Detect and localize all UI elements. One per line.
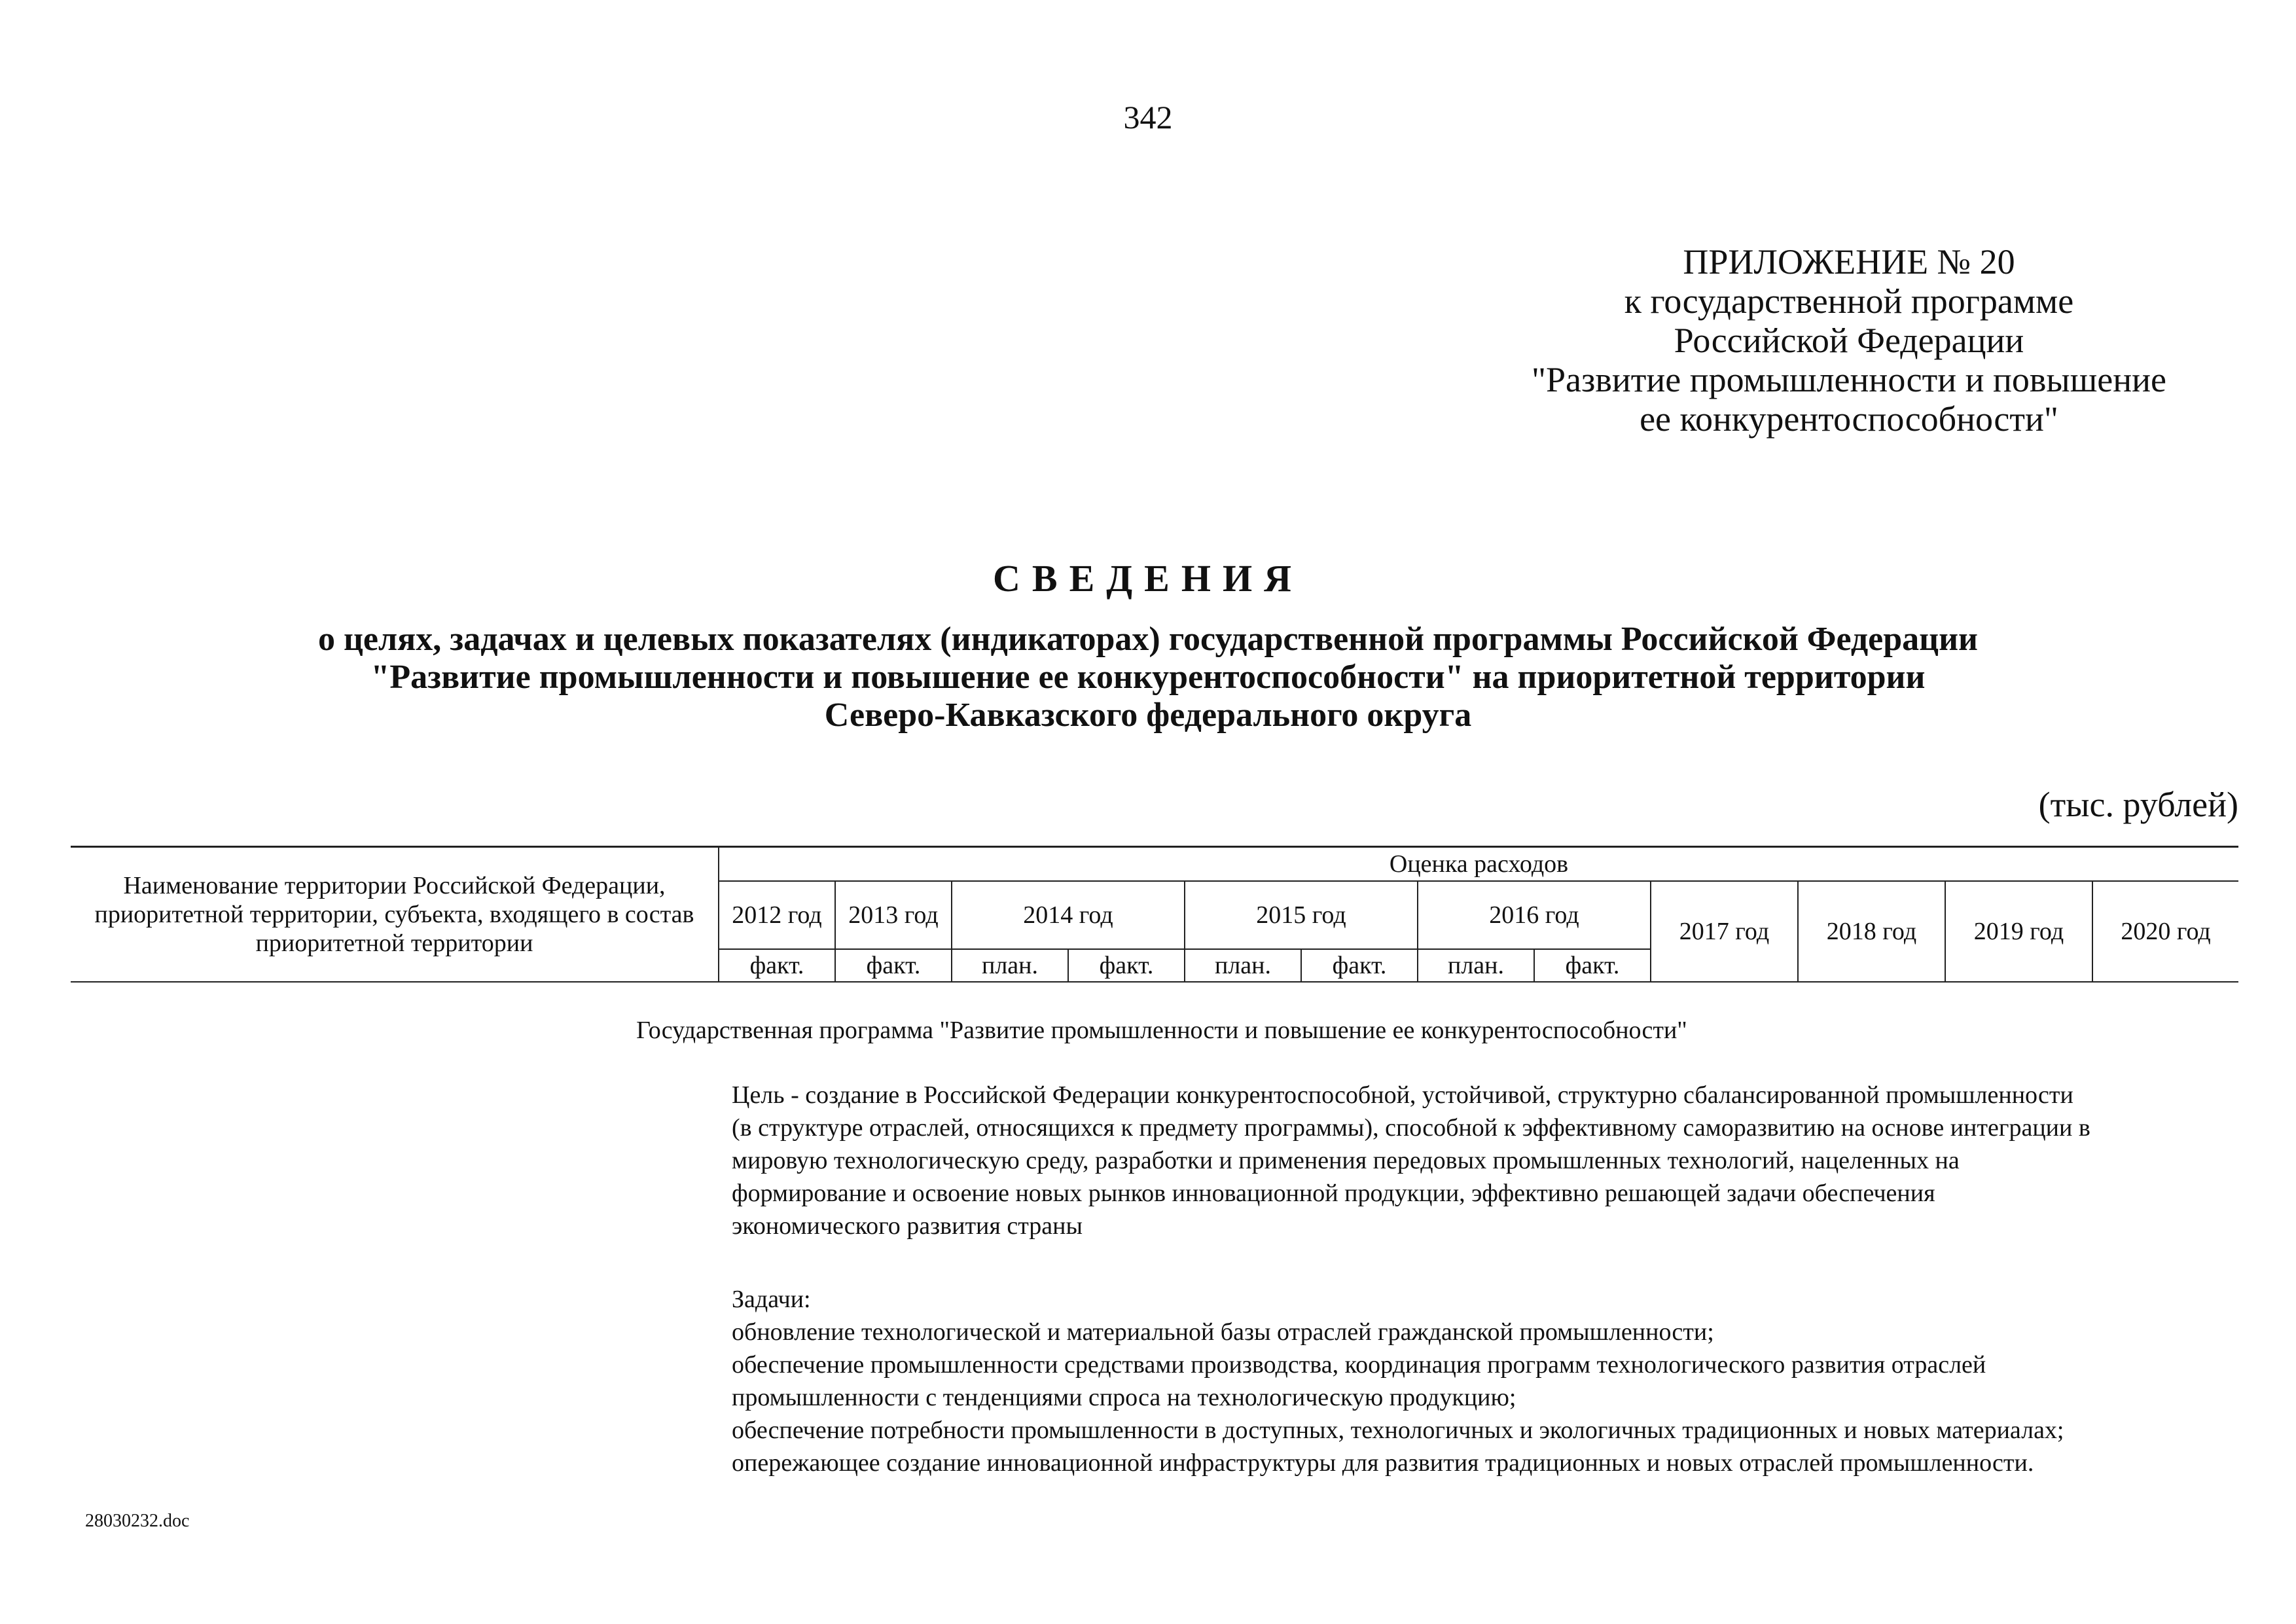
subtitle-line: Северо-Кавказского федерального округа <box>824 696 1472 734</box>
appendix-line: Российской Федерации <box>1674 321 2024 360</box>
appendix-title: ПРИЛОЖЕНИЕ № 20 <box>1683 242 2015 281</box>
fact-2014: факт. <box>1068 949 1185 982</box>
task-item: промышленности с тенденциями спроса на технологическую продукцию; <box>732 1384 1516 1411</box>
fact-2015: факт. <box>1301 949 1418 982</box>
appendix-block <box>1473 242 2225 439</box>
expense-estimate-header: Оценка расходов <box>719 847 2238 882</box>
program-heading: Государственная программа "Развитие промышленности и повышение ее конкурентоспособности" <box>636 1017 1687 1044</box>
territory-name-header: Наименование территории Российской Федерации, приоритетной территории, субъекта, входящего в состав приоритетной территории <box>71 847 719 983</box>
fact-2013: факт. <box>835 949 952 982</box>
task-item: обновление технологической и материальной базы отраслей гражданской промышленности; <box>732 1318 1714 1346</box>
subtitle-line: о целях, задачах и целевых показателях (индикаторах) государственной программы Российской Федерации <box>317 621 1979 658</box>
goal-line: экономического развития страны <box>732 1212 1083 1240</box>
task-item: опережающее создание инновационной инфраструктуры для развития традиционных и новых отраслей промышленности. <box>732 1449 2034 1477</box>
goal-line: мировую технологическую среду, разработки и применения передовых промышленных технологий, нацеленных на <box>732 1147 1960 1174</box>
year-2015-header: 2015 год <box>1185 881 1418 949</box>
task-item: обеспечение потребности промышленности в доступных, технологичных и экологичных традиционных и новых материалах; <box>732 1416 2064 1444</box>
year-2016-header: 2016 год <box>1418 881 1651 949</box>
expenses-header-table <box>71 846 2238 983</box>
goal-line: Цель - создание в Российской Федерации конкурентоспособной, устойчивой, структурно сбалансированной промышленности <box>732 1081 2073 1109</box>
document-file-code: 28030232.doc <box>85 1511 190 1531</box>
unit-label: (тыс. рублей) <box>2038 785 2238 824</box>
year-2012-header: 2012 год <box>719 881 835 949</box>
subtitle-line: "Развитие промышленности и повышение ее конкурентоспособности" на приоритетной территории <box>370 659 1926 696</box>
appendix-line: ее конкурентоспособности" <box>1640 399 2058 439</box>
appendix-line: "Развитие промышленности и повышение <box>1531 360 2167 399</box>
goal-line: формирование и освоение новых рынков инновационной продукции, эффективно решающей задачи обеспечения <box>732 1180 1935 1207</box>
tasks-list <box>732 1316 2263 1479</box>
plan-2014: план. <box>952 949 1068 982</box>
year-2018-header: 2018 год <box>1798 881 1945 982</box>
task-item: обеспечение промышленности средствами производства, координация программ технологического развития отраслей <box>732 1351 1986 1379</box>
year-2020-header: 2020 год <box>2092 881 2238 982</box>
document-title: СВЕДЕНИЯ <box>993 557 1303 600</box>
page-number: 342 <box>1123 99 1173 135</box>
tasks-heading: Задачи: <box>732 1286 811 1313</box>
goal-text <box>732 1079 2257 1242</box>
year-2017-header: 2017 год <box>1651 881 1798 982</box>
year-2019-header: 2019 год <box>1945 881 2092 982</box>
document-subtitle <box>131 621 2165 734</box>
plan-2016: план. <box>1418 949 1534 982</box>
plan-2015: план. <box>1185 949 1301 982</box>
appendix-line: к государственной программе <box>1624 281 2074 321</box>
goal-line: (в структуре отраслей, относящихся к предмету программы), способной к эффективному саморазвитию на основе интеграции в <box>732 1114 2090 1142</box>
year-2014-header: 2014 год <box>952 881 1185 949</box>
fact-2012: факт. <box>719 949 835 982</box>
year-2013-header: 2013 год <box>835 881 952 949</box>
fact-2016: факт. <box>1534 949 1651 982</box>
